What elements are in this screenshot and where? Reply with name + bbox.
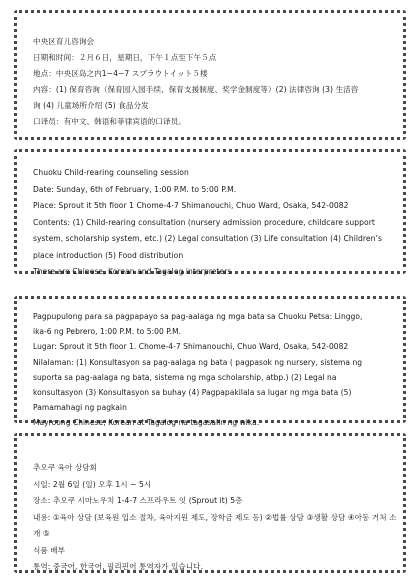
tagalog-contents-line: Nilalaman: (1) Konsultasyon sa pag-aalaga ng bata ( pagpasok ng nursery, sistema ng	[33, 357, 363, 367]
tagalog-interpreter-line: Mayroong Chinese, Korean at Tagalog na tagasalin ng wika.	[33, 418, 260, 428]
english-notice-box	[14, 149, 406, 274]
korean-contents-line: 내용: ①육아 상담 (보육원 입소 절차, 육아지원 제도, 장학금 제도 등) ②법률 상담 ③생활 상담 ④아동 거처 소개 ⑤	[33, 512, 397, 538]
korean-date-line: 시일: 2월 6일 (일) 오후 1시 ~ 5시	[33, 479, 152, 489]
tagalog-notice-box	[14, 296, 406, 428]
english-title: Chuoku Child-rearing counseling session	[33, 168, 189, 177]
japanese-contents-line-2: 询 (4) 儿童场所介绍 (5) 食品分发	[33, 101, 149, 110]
korean-interpreter-line: 통역: 중국어, 한국어, 필리핀어 통역자가 있습니다.	[33, 562, 204, 571]
japanese-contents-line: 内容：(1) 保育咨询（保育园入园手续、保育支援制度、奖学金制度等）(2) 法律咨询 (3) 生活咨	[33, 85, 359, 94]
tagalog-title-line: Pagpupulong para sa pagpapayo sa pag-aalaga ng mga bata sa Chuoku Petsa: Linggo,	[33, 312, 363, 321]
english-date-line: Date: Sunday, 6th of February, 1:00 P.M. to 5:00 P.M.	[33, 184, 237, 194]
tagalog-contents-line-3: konsultasyon (3) Konsultasyon sa buhay (4) Pagpapakilala sa lugar ng mga bata (5)	[33, 388, 352, 398]
english-place-line: Place: Sprout it 5th floor 1 Chome-4-7 Shimanouchi, Chuo Ward, Osaka, 542-0082	[33, 201, 349, 210]
english-contents-line: Contents: (1) Child-rearing consultation (nursery admission procedure, childcare support	[33, 217, 375, 227]
japanese-interpreter-line: 口译员：有中文、韩语和菲律宾语的口译员。	[33, 117, 186, 126]
english-contents-line-2: system, scholarship system, etc.) (2) Legal consultation (3) Life consultation (4) Children’s	[33, 234, 382, 243]
tagalog-place-line: Lugar: Sprout it 5th floor 1. Chome-4-7 Shimanouchi, Chuo Ward, Osaka, 542-0082	[33, 342, 349, 352]
japanese-date-line: 日期和时间：２月６日，星期日，下午１点至下午５点	[33, 53, 217, 62]
korean-notice-box	[14, 433, 406, 573]
japanese-place-line: 地点：中央区岛之内1−4−7 スプラウトイット５楼	[33, 69, 208, 78]
korean-place-line: 장소: 추오쿠 시마노우치 1-4-7 스프라우트 잇 (Sprout it) 5층	[33, 496, 243, 505]
tagalog-contents-line-2: suporta sa pag-aalaga ng bata, sistema ng mga scholarship, atbp.) (2) Legal na	[33, 372, 337, 382]
japanese-notice-box	[14, 10, 406, 140]
korean-title: 추오쿠 육아 상담회	[33, 463, 98, 472]
english-contents-line-3: place introduction (5) Food distribution	[33, 250, 184, 260]
korean-contents-line-2: 식품 배부	[33, 545, 66, 555]
english-interpreter-line: There are Chinese, Korean and Tagalog interpreters	[33, 267, 232, 276]
japanese-title: 中央区育儿咨询会	[33, 37, 95, 46]
tagalog-contents-line-4: Pamamahagi ng pagkain	[33, 403, 127, 413]
tagalog-date-line: ika-6 ng Pebrero, 1:00 P.M. to 5:00 P.M.	[33, 327, 182, 337]
